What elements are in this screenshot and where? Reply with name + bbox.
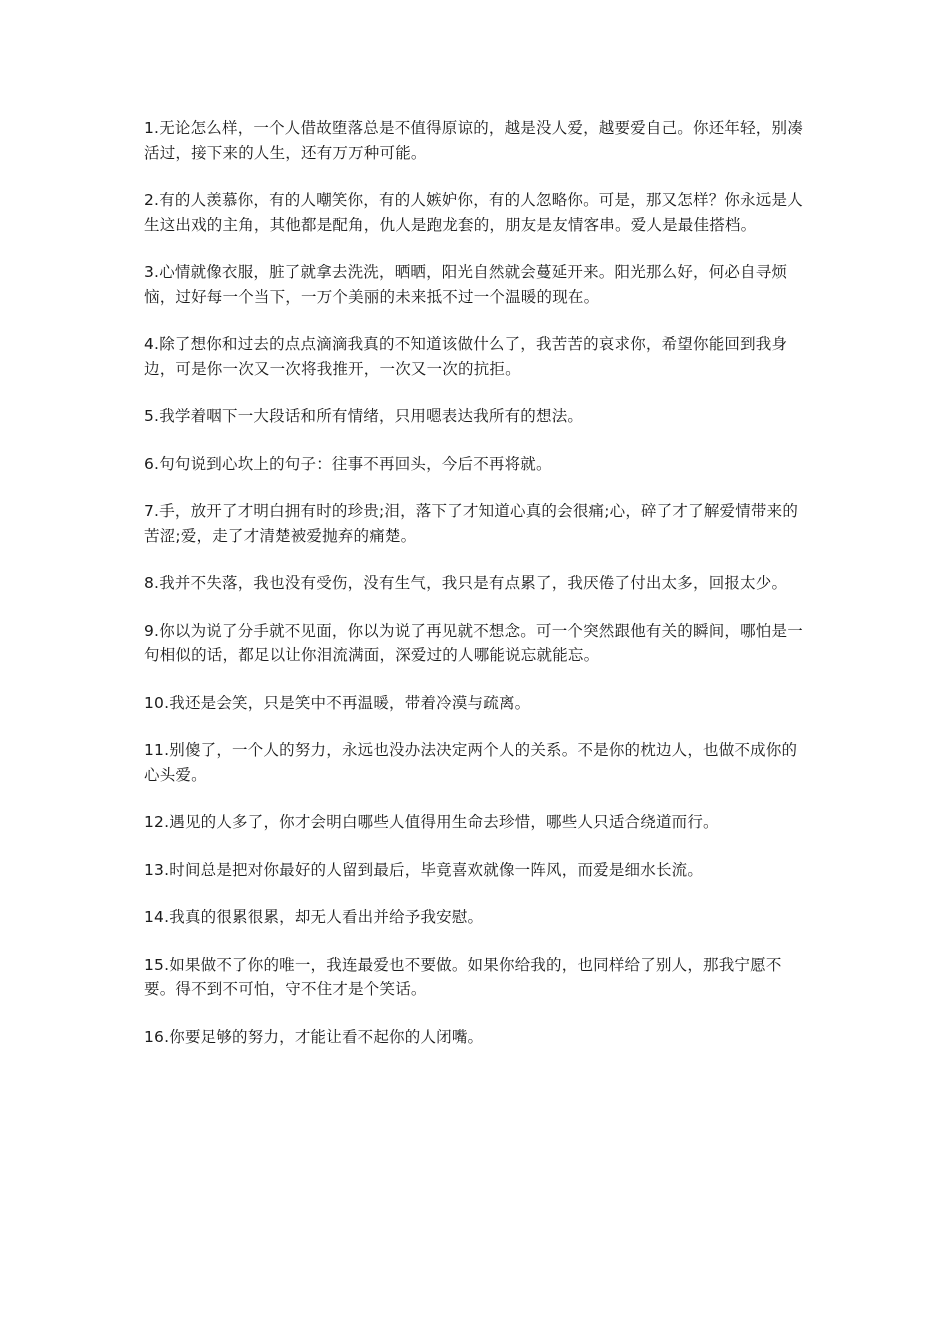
paragraph: 3.心情就像衣服，脏了就拿去洗洗，晒晒，阳光自然就会蔓延开来。阳光那么好，何必自寻烦恼，过好每一个当下，一万个美丽的未来抵不过一个温暖的现在。 (144, 263, 788, 306)
paragraph: 15.如果做不了你的唯一，我连最爱也不要做。如果你给我的，也同样给了别人，那我宁愿不要。得不到不可怕，守不住才是个笑话。 (144, 955, 782, 998)
paragraph: 16.你要足够的努力，才能让看不起你的人闭嘴。 (144, 1027, 484, 1046)
paragraph: 4.除了想你和过去的点点滴滴我真的不知道该做什么了，我苦苦的哀求你，希望你能回到我身边，可是你一次又一次将我推开，一次又一次的抗拒。 (144, 335, 788, 378)
paragraph: 7.手，放开了才明白拥有时的珍贵;泪，落下了才知道心真的会很痛;心，碎了才了解爱情带来的苦涩;爱，走了才清楚被爱抛弃的痛楚。 (144, 502, 799, 545)
paragraph: 6.句句说到心坎上的句子：往事不再回头，今后不再将就。 (144, 454, 552, 473)
paragraph: 9.你以为说了分手就不见面，你以为说了再见就不想念。可一个突然跟他有关的瞬间，哪怕是一句相似的话，都足以让你泪流满面，深爱过的人哪能说忘就能忘。 (144, 621, 803, 664)
paragraph: 2.有的人羡慕你，有的人嘲笑你，有的人嫉妒你，有的人忽略你。可是，那又怎样？你永远是人生这出戏的主角，其他都是配角，仇人是跑龙套的，朋友是友情客串。爱人是最佳搭档。 (144, 191, 803, 234)
paragraph: 5.我学着咽下一大段话和所有情绪，只用嗯表达我所有的想法。 (144, 407, 584, 425)
paragraph: 8.我并不失落，我也没有受伤，没有生气，我只是有点累了，我厌倦了付出太多，回报太少。 (144, 574, 788, 592)
paragraph: 10.我还是会笑，只是笑中不再温暖，带着冷漠与疏离。 (144, 693, 531, 712)
paragraph: 1.无论怎么样，一个人借故堕落总是不值得原谅的，越是没人爱，越要爱自己。你还年轻，别凑活过，接下来的人生，还有万万种可能。 (144, 119, 803, 162)
document-body (144, 116, 809, 1072)
paragraph: 12.遇见的人多了，你才会明白哪些人值得用生命去珍惜，哪些人只适合绕道而行。 (144, 813, 719, 831)
paragraph: 13.时间总是把对你最好的人留到最后，毕竟喜欢就像一阵风，而爱是细水长流。 (144, 860, 704, 879)
paragraph: 11.别傻了，一个人的努力，永远也没办法决定两个人的关系。不是你的枕边人，也做不成你的心头爱。 (144, 741, 798, 784)
paragraph: 14.我真的很累很累，却无人看出并给予我安慰。 (144, 908, 484, 926)
